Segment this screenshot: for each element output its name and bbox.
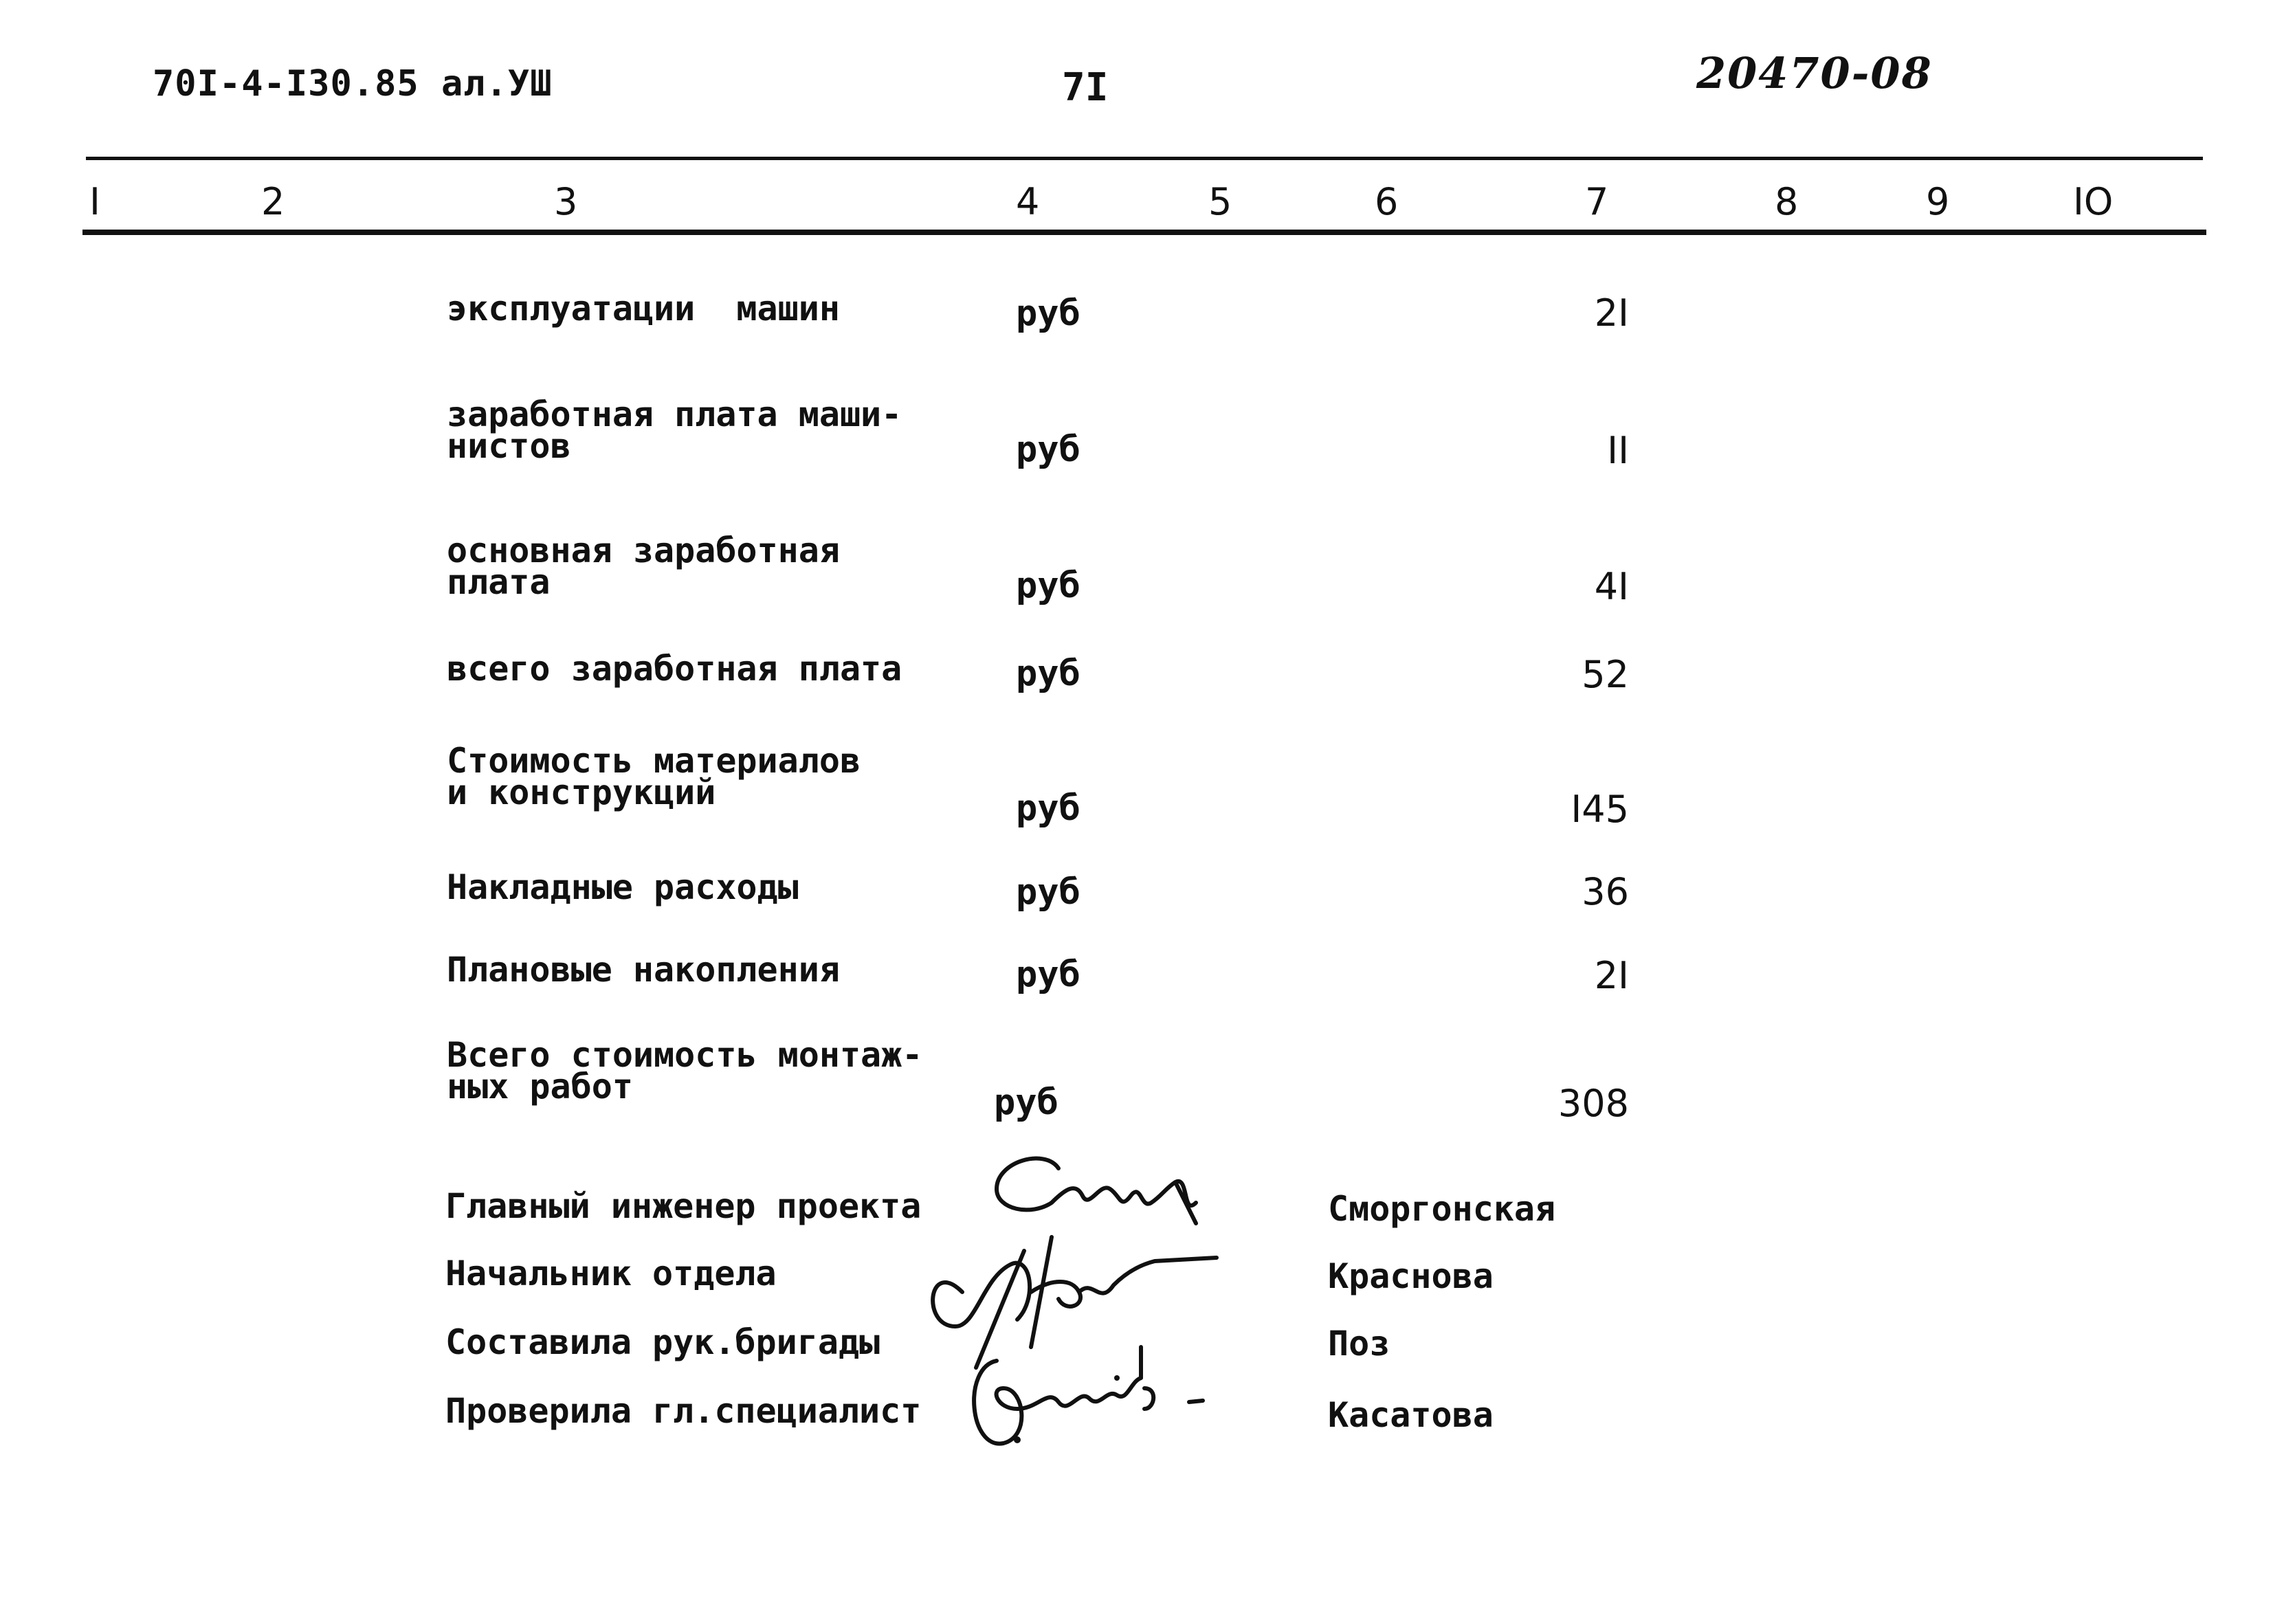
column-number-5: 5 bbox=[1208, 180, 1232, 223]
row-label: Стоимость материалов и конструкций bbox=[447, 741, 861, 812]
column-number-2: 2 bbox=[261, 180, 285, 223]
signature-name: Краснова bbox=[1328, 1256, 1494, 1296]
signature-role: Главный инженер проекта bbox=[445, 1186, 922, 1226]
column-number-9: 9 bbox=[1926, 180, 1950, 223]
row-value: 52 bbox=[1582, 653, 1629, 696]
row-unit: руб bbox=[994, 1082, 1058, 1123]
row-label: основная заработная плата bbox=[447, 531, 840, 602]
row-value: II bbox=[1607, 429, 1629, 472]
row-unit: руб bbox=[1016, 954, 1080, 995]
signature-name: Касатова bbox=[1328, 1395, 1494, 1435]
column-number-3: 3 bbox=[554, 180, 578, 223]
row-label: всего заработная плата bbox=[447, 649, 902, 689]
signature-stroke-department-head bbox=[933, 1237, 1217, 1368]
row-value: 4I bbox=[1594, 565, 1629, 608]
signature-name: Сморгонская bbox=[1328, 1189, 1556, 1229]
row-value: I45 bbox=[1571, 788, 1629, 831]
signature-stroke-chief-engineer bbox=[997, 1159, 1196, 1223]
inventory-number: 20470-08 bbox=[1696, 48, 1933, 98]
row-unit: руб bbox=[1016, 653, 1080, 694]
column-number-10: IO bbox=[2073, 180, 2114, 223]
handwritten-signatures bbox=[894, 1141, 1278, 1457]
row-value: 308 bbox=[1557, 1082, 1629, 1125]
signature-name: Поз bbox=[1328, 1324, 1390, 1364]
row-unit: руб bbox=[1016, 293, 1080, 334]
column-number-1: I bbox=[89, 180, 100, 223]
row-unit: руб bbox=[1016, 871, 1080, 913]
column-number-6: 6 bbox=[1375, 180, 1399, 223]
signature-role: Проверила гл.специалист bbox=[445, 1391, 922, 1431]
table-top-rule bbox=[86, 157, 2203, 160]
row-label: эксплуатации машин bbox=[447, 289, 840, 329]
row-label: Плановые накопления bbox=[447, 950, 840, 990]
page-number: 7I bbox=[1062, 65, 1109, 110]
signature-role: Составила рук.бригады bbox=[445, 1322, 880, 1362]
row-value: 36 bbox=[1582, 870, 1629, 913]
column-number-7: 7 bbox=[1585, 180, 1609, 223]
signature-role: Начальник отдела bbox=[445, 1254, 777, 1293]
row-unit: руб bbox=[1016, 788, 1080, 829]
table-header-rule bbox=[82, 230, 2206, 235]
document-code: 70I-4-I30.85 ал.УШ bbox=[153, 63, 553, 104]
row-label: заработная плата маши- нистов bbox=[447, 394, 902, 466]
row-value: 2I bbox=[1594, 291, 1629, 335]
column-number-8: 8 bbox=[1775, 180, 1799, 223]
row-value: 2I bbox=[1594, 954, 1629, 997]
column-number-4: 4 bbox=[1016, 180, 1040, 223]
signature-stroke-brigade-lead bbox=[974, 1347, 1203, 1444]
row-unit: руб bbox=[1016, 565, 1080, 606]
row-label: Накладные расходы bbox=[447, 867, 799, 907]
row-label: Всего стоимость монтаж- ных работ bbox=[447, 1035, 923, 1106]
row-unit: руб bbox=[1016, 429, 1080, 470]
